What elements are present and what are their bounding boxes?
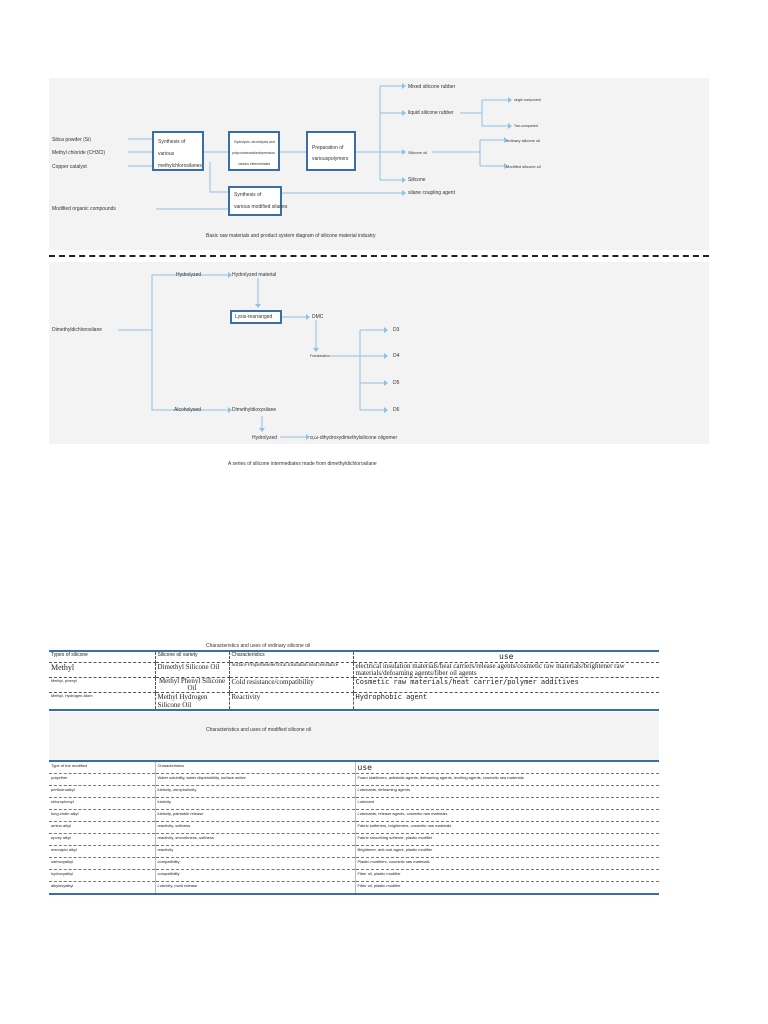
table-row — [49, 651, 659, 663]
header-cell: Characteristics — [155, 761, 355, 774]
label-oligomer: α,ω-dihydroxydimethylsilicone oligomer — [310, 435, 398, 441]
table-row: Methyl, phenyl Methyl Phenyl Silicone Oil Cold resistance/compatibility Cosmetic raw materials/heat carrier/polymer additives — [49, 678, 659, 693]
table-row: hydroxyalkyl compatibility Fiber oil, plastic modifier — [49, 870, 659, 882]
table-row: Methyl Dimethyl Silicone Oil Surface Propertieselectrical insulation heat resistance electrical insulation materials/heat carriers/release agents/cosmetic raw materials/brightener raw materials/defoaming agents/fiber oil agents — [49, 663, 659, 678]
synthesis-box: Synthesis of various methylchlorosilanes — [152, 131, 204, 171]
header-cell: Type of the modified — [49, 761, 155, 774]
output-two-component: Two-component — [514, 124, 539, 128]
output-single-component: single component — [514, 98, 541, 102]
hydrolysis-box: Hydrolysis, alcoholysis and polycondensationdepression various intermediates — [228, 131, 280, 171]
diagram1-caption: Basic raw materials and product system diagram of silicone material industry — [206, 233, 376, 239]
source-dimethyldichlorosilane: Dimethyldichlorosilane — [52, 327, 103, 333]
label-dmc: DMC — [312, 314, 324, 320]
output-ordinary-oil: ordinary silicone oil — [506, 138, 541, 143]
header-cell: use — [353, 651, 659, 663]
label-alcoholysed: Alcoholysed — [174, 407, 201, 413]
preparation-box: Preparation of variouspolymers — [306, 131, 356, 171]
header-cell: Characteristics — [229, 651, 353, 663]
label-d3: D3 — [393, 327, 400, 333]
header-cell: use — [355, 761, 659, 774]
table-row — [49, 761, 659, 774]
label-hydrolyzed-material: Hydrolyzed material — [232, 272, 277, 278]
table-row: Methyl, Hydrogen Atom Methyl Hydrogen Silicone Oil Reactivity Hydrophobic agent — [49, 693, 659, 711]
output-silicone: Silicone — [408, 177, 426, 183]
header-cell: Silicone oil variety — [155, 651, 229, 663]
output-mixed-rubber: Mixed silicone rubber — [408, 84, 456, 90]
output-coupling-agent: silane coupling agent — [408, 190, 455, 196]
table1-title: Characteristics and uses of ordinary silicone oil — [206, 643, 311, 649]
table-row: polyether Water solubility, water dispersibility, surface active Foam stabilizers, antistatic agents, defoaming agents, leveling agents, cosmetic raw materials — [49, 774, 659, 786]
diagram2-caption: A series of silicone intermediates made from dimethyldichlorosilane — [228, 461, 377, 467]
label-d6: D6 — [393, 407, 400, 413]
input-copper-catalyst: Copper catalyst — [52, 164, 87, 170]
table-row: amino alkyl reactivity, softness Fabric softeners, brighteners, cosmetic raw materials — [49, 822, 659, 834]
table-row: epoxy alkyl reactivity, smoothness, softness Fabric smoothing softener, plastic modifier — [49, 834, 659, 846]
label-hydrolyzed: Hydrolyzed — [176, 272, 202, 278]
input-modified-organic: Modified organic compounds — [52, 206, 116, 212]
label-d5: D5 — [393, 380, 400, 386]
modified-silanes-box: Synthesis of various modified silanes — [228, 186, 282, 216]
table-row: carboxyalkyl compatibility Plastic modifiers, cosmetic raw materials — [49, 858, 659, 870]
table-modified-silicone-oil — [49, 760, 659, 895]
label-dimethyldioxysilane: Dimethyldioxysilane — [232, 407, 277, 413]
table-row: perfluoroalkyl lubricity, oleophobicity Lubricants, defoaming agents — [49, 786, 659, 798]
output-silicone-oil: Silicone oil — [408, 150, 428, 155]
output-liquid-rubber: liquid silicone rubber — [408, 110, 454, 116]
table2-panel — [49, 712, 659, 762]
table2-title: Characteristics and uses of modified silicone oil — [206, 727, 312, 733]
lysis-box: Lysis-rearranged — [230, 310, 282, 324]
table-row: mercapto alkyl reactivity Brightener, anti-rust agent, plastic modifier — [49, 846, 659, 858]
label-fractionation: Fractionation — [310, 354, 330, 358]
output-modified-oil: Modified silicone oil — [506, 164, 541, 169]
table-ordinary-silicone-oil — [49, 650, 659, 711]
table-row: chlorophenyl lubricity Lubricant — [49, 798, 659, 810]
input-silica: Silica powder (Si) — [52, 137, 91, 143]
label-d4: D4 — [393, 353, 400, 359]
input-methyl-chloride: Methyl chloride (CH3Cl) — [52, 150, 106, 156]
table-row: alkyloxyalkyl Lubricity, mold release Fiber oil, plastic modifier — [49, 882, 659, 895]
header-cell: Types of silicone — [49, 651, 155, 663]
table-row: long-chain alkyl lubricity, paintable release Lubricants, release agents, cosmetic raw materials — [49, 810, 659, 822]
label-hydrolyzed-2: Hydrolyzed — [252, 435, 278, 441]
